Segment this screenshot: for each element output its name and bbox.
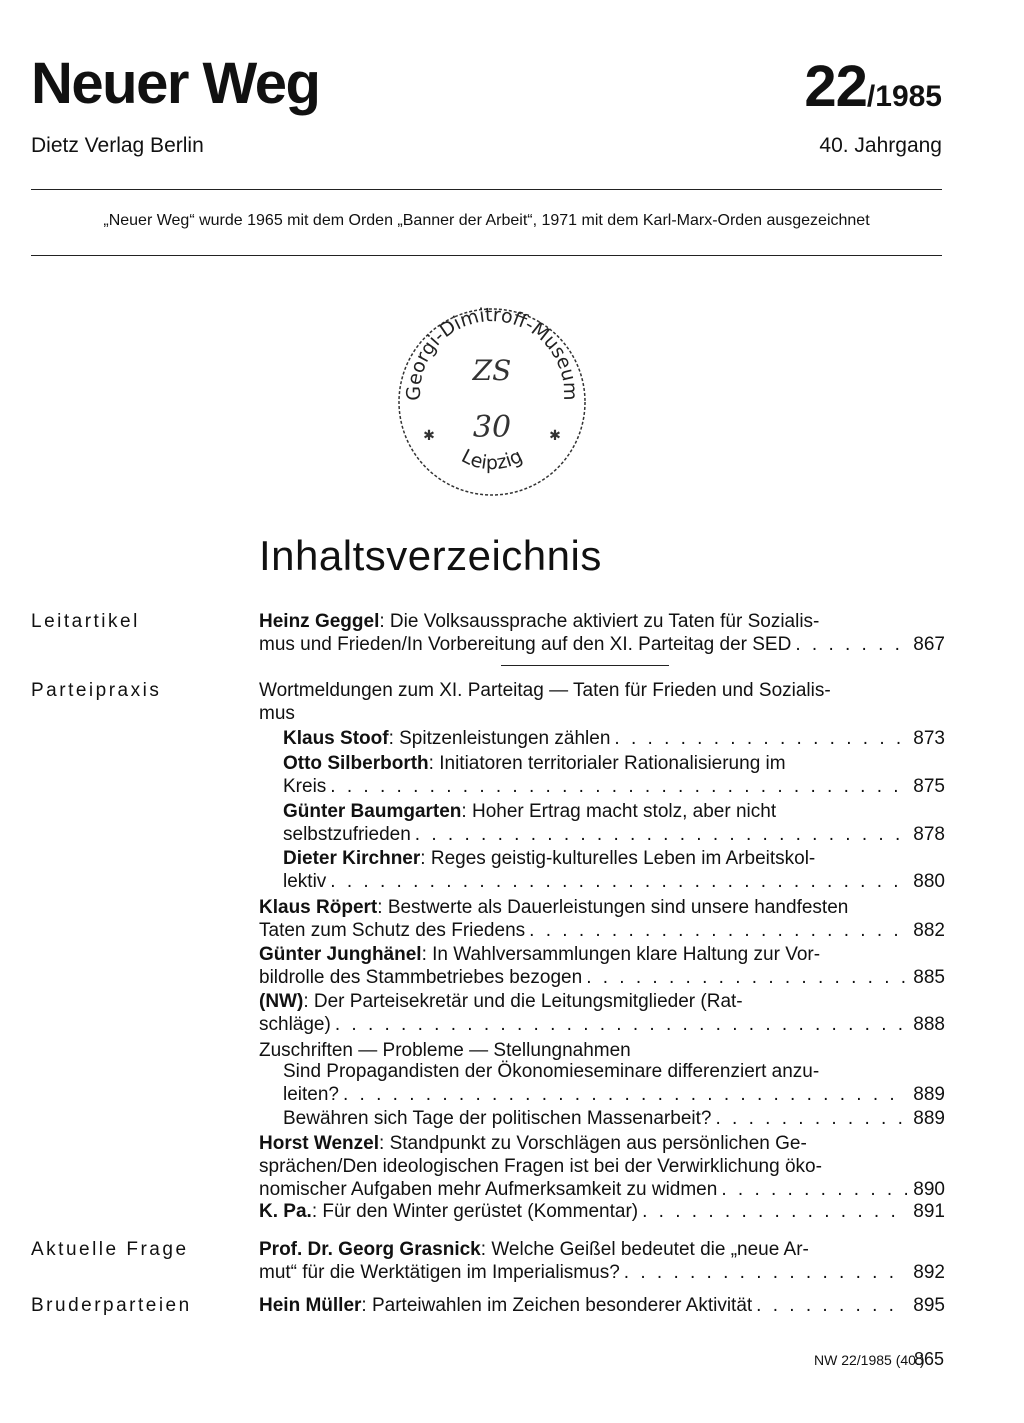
toc-entry[interactable]: Heinz Geggel: Die Volksaussprache aktiviert zu Taten für Sozialis- mus und Frieden/In Vorbereitung auf den XI. Parteitag der SED . . . 867 [259,610,945,656]
toc-entry[interactable] [283,1060,945,1106]
magazine-title: Neuer Weg [31,51,320,116]
entry-author: (NW) [259,991,304,1012]
entry-title: nomischer Aufgaben mehr Aufmerksamkeit zu widmen [259,1179,718,1200]
entry-page: 895 [913,1295,945,1316]
entry-title: leiten? [283,1084,339,1105]
stamp-ring-text: Georgi-Dimitroff-Museum [402,304,582,401]
toc-entry[interactable]: Günter Baumgarten: Hoher Ertrag macht stolz, aber nicht selbstzufrieden . . . 878 [283,800,945,846]
section-label-parteipraxis: Parteipraxis [31,680,162,701]
toc-entry [259,679,945,725]
entry-title: Die Volksaussprache aktiviert zu Taten für Sozialis- [389,611,820,632]
entry-page: 888 [913,1014,945,1035]
footer-page-number: 865 [914,1349,945,1369]
entry-title: In Wahlversammlungen klare Haltung zur Vor- [432,944,821,965]
toc-entry[interactable]: K. Pa.: Für den Winter gerüstet (Kommentar) . . . 891 [259,1200,945,1223]
toc-entry[interactable]: Hein Müller: Parteiwahlen im Zeichen besonderer Aktivität . . . 895 [259,1294,945,1317]
entry-author: Prof. Dr. Georg Grasnick [259,1239,481,1260]
toc-entry[interactable]: Klaus Stoof: Spitzenleistungen zählen . . . 873 [283,727,945,750]
entry-title: Taten zum Schutz des Friedens [259,920,526,941]
toc-entry[interactable]: Dieter Kirchner: Reges geistig-kulturelles Leben im Arbeitskol- lektiv . . . 880 [283,847,945,893]
entry-author: Klaus Stoof [283,728,389,749]
toc-title: Inhaltsverzeichnis [259,532,602,579]
entry-title: lektiv [283,871,327,892]
toc-entry[interactable]: Prof. Dr. Georg Grasnick: Welche Geißel bedeutet die „neue Ar- mut“ für die Werktätigen im Imperialismus? . . . 892 [259,1238,945,1284]
entry-title: bildrolle des Stammbetriebes bezogen [259,967,583,988]
entry-title: selbstzufrieden [283,824,411,845]
entry-title: mut“ für die Werktätigen im Imperialismus? [259,1262,620,1283]
entry-page: 891 [913,1201,945,1222]
star-icon: ✱ [423,427,435,443]
volume: 40. Jahrgang [819,134,942,157]
stamp-code-top: ZS [472,354,512,387]
entry-title: Zuschriften — Probleme — Stellungnahmen [259,1040,631,1061]
entry-page: 892 [913,1262,945,1283]
entry-page: 873 [913,728,945,749]
entry-page: 878 [913,824,945,845]
issue-number [804,54,942,119]
entry-author: Günter Junghänel [259,944,422,965]
toc-entry[interactable]: Otto Silberborth: Initiatoren territorialer Rationalisierung im Kreis . . . 875 [283,752,945,798]
divider-bottom [31,255,942,256]
toc-entry[interactable]: Günter Junghänel: In Wahlversammlungen klare Haltung zur Vor- bildrolle des Stammbetriebes bezogen . . . 885 [259,943,945,989]
entry-title: Bewähren sich Tage der politischen Massenarbeit? [283,1108,712,1129]
entry-author: Horst Wenzel [259,1133,380,1154]
museum-stamp [392,302,592,502]
toc-entry[interactable] [283,1107,945,1130]
award-note: „Neuer Weg“ wurde 1965 mit dem Orden „Banner der Arbeit“, 1971 mit dem Karl-Marx-Orden ausgezeichnet [103,212,870,229]
entry-page: 875 [913,776,945,797]
entry-title: schläge) [259,1014,331,1035]
entry-title: Für den Winter gerüstet (Kommentar) [322,1201,639,1222]
entry-author: Hein Müller [259,1295,362,1316]
star-icon: ✱ [549,427,561,443]
entry-page: 889 [913,1108,945,1129]
entry-author: Otto Silberborth [283,753,429,774]
stamp-city: Leipzig [457,445,527,475]
entry-title: Hoher Ertrag macht stolz, aber nicht [471,801,777,822]
entry-title: Welche Geißel bedeutet die „neue Ar- [491,1239,809,1260]
toc-entry [259,1039,945,1062]
stamp-code-bottom: 30 [472,410,512,445]
divider-top [31,189,942,190]
footer-reference: NW 22/1985 (40.) [814,1352,925,1368]
section-label-leitartikel: Leitartikel [31,611,140,632]
entry-title: Bestwerte als Dauerleistungen sind unsere handfesten [387,897,849,918]
entry-title: Kreis [283,776,327,797]
toc-entry[interactable]: Klaus Röpert: Bestwerte als Dauerleistungen sind unsere handfesten Taten zum Schutz des Friedens . . . 882 [259,896,945,942]
entry-title: mus [259,703,295,724]
entry-title: Wortmeldungen zum XI. Parteitag — Taten für Frieden und Sozialis- [259,680,831,701]
toc-entry[interactable]: Horst Wenzel: Standpunkt zu Vorschlägen aus persönlichen Ge- sprächen/Den ideologischen Fragen ist bei der Verwirklichung öko- nomischer Aufgaben mehr Aufmerksamkeit zu widmen . . . 890 [259,1132,945,1201]
entry-author: Günter Baumgarten [283,801,462,822]
entry-page: 885 [913,967,945,988]
entry-title: Parteiwahlen im Zeichen besonderer Aktivität [371,1295,753,1316]
entry-author: Heinz Geggel [259,611,380,632]
entry-author: Klaus Röpert [259,897,378,918]
entry-page: 882 [913,920,945,941]
section-separator [501,665,669,666]
entry-title: Reges geistig-kulturelles Leben im Arbeitskol- [430,848,816,869]
toc-entry[interactable]: (NW): Der Parteisekretär und die Leitungsmitglieder (Rat- schläge) . . . 888 [259,990,945,1036]
issue-year: /1985 [866,80,942,113]
entry-title: Sind Propagandisten der Ökonomieseminare differenziert anzu- [283,1061,820,1082]
entry-page: 880 [913,871,945,892]
section-label-bruderparteien: Bruderparteien [31,1295,192,1316]
entry-author: K. Pa. [259,1201,312,1222]
entry-title: mus und Frieden/In Vorbereitung auf den XI. Parteitag der SED [259,634,792,655]
entry-title: sprächen/Den ideologischen Fragen ist bei der Verwirklichung öko- [259,1156,822,1177]
entry-title: Standpunkt zu Vorschlägen aus persönlichen Ge- [389,1133,807,1154]
section-label-aktuelle-frage: Aktuelle Frage [31,1239,189,1260]
issue-number-value: 22 [804,54,867,119]
entry-title: Initiatoren territorialer Rationalisierung im [439,753,786,774]
entry-page: 889 [913,1084,945,1105]
publisher: Dietz Verlag Berlin [31,134,204,157]
entry-author: Dieter Kirchner [283,848,421,869]
entry-title: Spitzenleistungen zählen [399,728,611,749]
entry-title: Der Parteisekretär und die Leitungsmitglieder (Rat- [313,991,743,1012]
entry-page: 890 [913,1179,945,1200]
entry-page: 867 [913,634,945,655]
